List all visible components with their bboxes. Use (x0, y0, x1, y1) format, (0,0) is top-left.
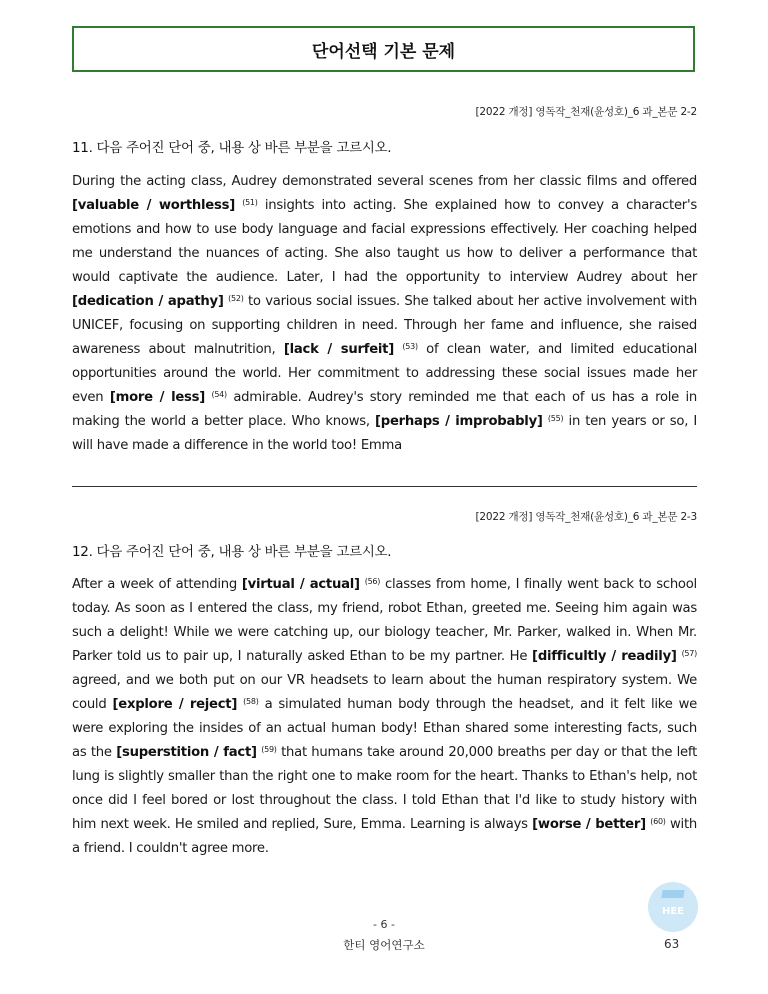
passage-text: insights into acting. She explained how to convey a character's emotions and how to use body language and facial expressions effectively. Her coaching helped me understand the nuances of acting. She also taught us how to deliver a performance that would captivate the audience. Later, I had the opportunity to interview Audrey about her (72, 198, 697, 285)
word-choice: [difficultly / readily] (532, 649, 677, 664)
passage-text: with a friend. I couldn't agree more. (72, 817, 697, 856)
passage-text: classes from home, I finally went back to school today. As soon as I entered the class, my friend, robot Ethan, greeted me. Seeing him again was such a delight! While we were catching up, our biology teacher, Mr. Parker, walked in. When Mr. Parker told us to pair up, I naturally asked Ethan to be my partner. He (72, 577, 697, 664)
q11-question: 11. 다음 주어진 단어 중, 내용 상 바른 부분을 고르시오. (72, 140, 392, 156)
q12-question: 12. 다음 주어진 단어 중, 내용 상 바른 부분을 고르시오. (72, 544, 392, 560)
word-choice: [superstition / fact] (116, 745, 257, 760)
section-divider (72, 486, 697, 487)
blank-number: (56) (364, 577, 381, 586)
word-choice: [lack / surfeit] (283, 342, 395, 357)
word-choice: [virtual / actual] (241, 577, 360, 592)
q11-source: [2022 개정] 영독작_천재(윤성호)_6 과_본문 2-2 (475, 106, 697, 118)
graduation-cap-icon (661, 890, 684, 898)
passage-text: to various social issues. She talked about her active involvement with UNICEF, focusing on supporting children in need. Through her fame and influence, she raised awareness about malnutrition, (72, 294, 697, 357)
word-choice: [dedication / apathy] (72, 294, 224, 309)
page-title: 단어선택 기본 문제 (311, 41, 456, 62)
publisher-name: 한티 영어연구소 (343, 938, 425, 952)
passage-text: agreed, and we both put on our VR headsets to learn about the human respiratory system. We could (72, 673, 697, 712)
passage-text: in ten years or so, I will have made a difference in the world too! Emma (72, 414, 697, 453)
passage-text: During the acting class, Audrey demonstrated several scenes from her classic films and offered (72, 174, 697, 189)
hee-logo-icon (648, 882, 698, 932)
word-choice: [more / less] (109, 390, 206, 405)
blank-number: (51) (242, 198, 258, 207)
blank-number: (55) (547, 414, 564, 423)
q12-passage (72, 573, 697, 861)
blank-number: (52) (228, 294, 244, 303)
blank-number: (53) (402, 342, 418, 351)
passage-text: admirable. Audrey's story reminded me that each of us has a role in making the world a better place. Who knows, (72, 390, 697, 429)
blank-number: (59) (261, 745, 277, 754)
passage-text: that humans take around 20,000 breaths per day or that the left lung is slightly smaller than the right one to make room for the heart. Thanks to Ethan's help, not once did I feel bored or lost throughout the class. I told Ethan that I'd like to study history with him next week. He smiled and replied, Sure, Emma. Learning is always (72, 745, 698, 832)
blank-number: (54) (211, 390, 227, 399)
passage-text: of clean water, and limited educational opportunities around the world. Her commitment to addressing these social issues made her even (72, 342, 697, 405)
blank-number: (60) (650, 817, 666, 826)
passage-text: After a week of attending (72, 577, 242, 592)
logo-text: HEE (661, 905, 685, 917)
corner-number: 63 (664, 937, 680, 951)
q11-passage (72, 170, 697, 458)
word-choice: [valuable / worthless] (72, 198, 235, 213)
q12-source: [2022 개정] 영독작_천재(윤성호)_6 과_본문 2-3 (475, 511, 697, 523)
word-choice: [worse / better] (532, 817, 646, 832)
blank-number: (58) (243, 697, 259, 706)
word-choice: [explore / reject] (112, 697, 238, 712)
page-number: - 6 - (373, 918, 395, 931)
page-title-box (72, 26, 695, 72)
passage-text: a simulated human body through the headset, and it felt like we were exploring the insides of an actual human body! Ethan shared some interesting facts, such as the (72, 697, 697, 760)
word-choice: [perhaps / improbably] (375, 414, 543, 429)
blank-number: (57) (681, 649, 697, 658)
